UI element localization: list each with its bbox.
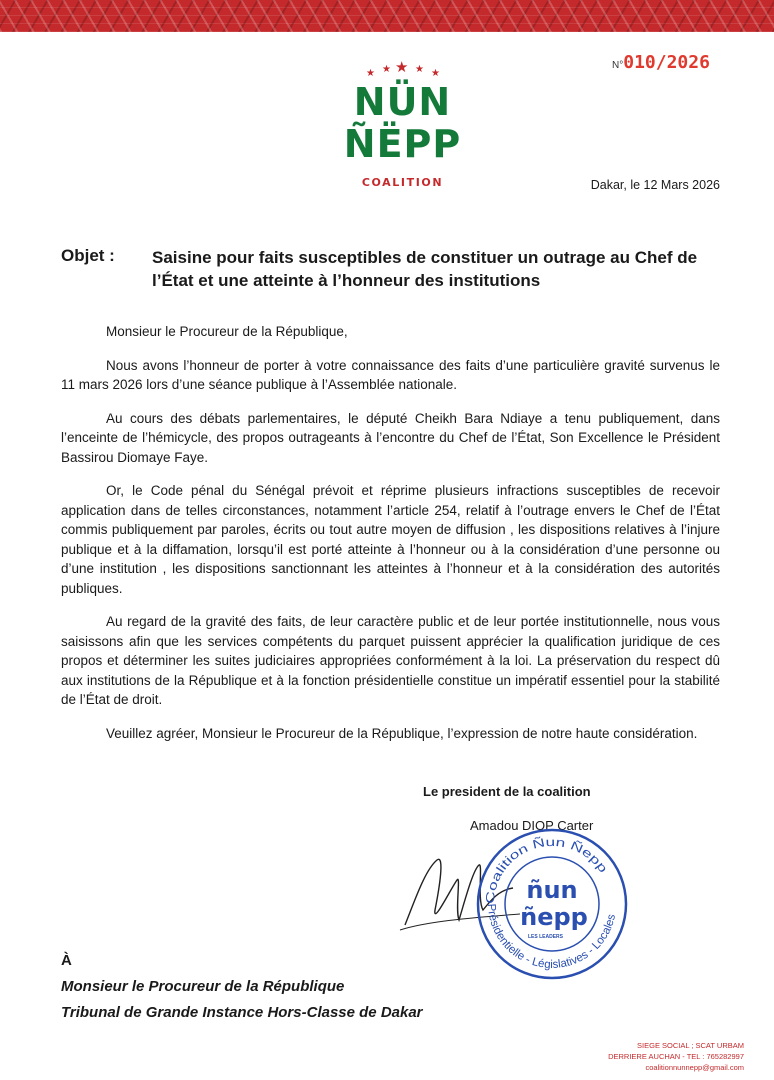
body-paragraph: Or, le Code pénal du Sénégal prévoit et réprime plusieurs infractions susceptibles de recevoir application dans de telles circonstances, notamment l’article 254, relatif à l’outrage envers le Chef de l’État commis publiquement par paroles, écrits ou tout autre moyen de diffusion , les dispositions relatives à l’injure publique et à la diffamation, lorsqu’il est porté atteinte à l’honneur ou à la considération d’une personne ou d’une institution , les dispositions sanctionnant les atteintes à l’honneur et à la considération des autorités publiques. <box>61 483 720 596</box>
body-paragraph: Nous avons l’honneur de porter à votre connaissance des faits d’une particulière gravité survenus le 11 mars 2026 lors d’une séance publique à l’Assemblée nationale. <box>61 357 720 392</box>
logo-word-nepp: ÑËPP <box>343 122 462 166</box>
star-icon: ★ <box>395 59 409 76</box>
recipient-title: Monsieur le Procureur de la République <box>61 978 345 995</box>
object-label: Objet : <box>61 246 115 265</box>
footer-line: SIEGE SOCIAL ; SCAT URBAM <box>637 1041 744 1050</box>
reference-number <box>612 52 742 82</box>
object-text: Saisine pour faits susceptibles de constituer un outrage au Chef de l’État et une atteinte à l’honneur des institutions <box>152 248 698 290</box>
closing-paragraph: Veuillez agréer, Monsieur le Procureur de la République, l’expression de notre haute considération. <box>106 725 698 741</box>
stamp-small-text: LES LEADERS <box>528 934 564 940</box>
coalition-stamp <box>474 826 630 982</box>
star-icon: ★ <box>382 64 391 75</box>
signatory-title: Le president de la coalition <box>423 784 591 799</box>
reference-prefix: N° <box>612 60 624 71</box>
body-paragraph: Au cours des débats parlementaires, le député Cheikh Bara Ndiaye a tenu publiquement, dans l’enceinte de l’hémicycle, des propos outrageants à l’encontre du Chef de l’État, Son Excellence le Président Bassirou Diomaye Faye. <box>61 410 720 465</box>
stamp-bottom-arc: Présidentielle - Législatives - Locales <box>484 903 619 972</box>
letter-date: Dakar, le 12 Mars 2026 <box>590 178 720 192</box>
star-icon: ★ <box>415 64 424 75</box>
signatory-name: Amadou DIOP Carter <box>470 818 594 833</box>
letter-body <box>61 322 720 757</box>
logo-word-nun: NÜN <box>353 80 452 124</box>
reference-value: 010/2026 <box>623 52 710 73</box>
header-pattern-band <box>0 0 774 32</box>
salutation: Monsieur le Procureur de la République, <box>106 324 348 339</box>
logo-stars <box>340 60 465 82</box>
stamp-word-nepp: ñepp <box>520 903 588 931</box>
coalition-logo <box>340 60 465 195</box>
footer-email: coalitionnunnepp@gmail.com <box>645 1063 744 1072</box>
recipient-prefix: À <box>61 952 72 969</box>
stamp-word-nun: ñun <box>526 876 578 904</box>
recipient-court: Tribunal de Grande Instance Hors-Classe de Dakar <box>61 1004 423 1021</box>
logo-word-coalition: COALITION <box>361 176 444 189</box>
footer-address <box>554 1040 744 1073</box>
footer-line: DERRIERE AUCHAN - TEL : 765282997 <box>608 1052 744 1061</box>
body-paragraph: Au regard de la gravité des faits, de leur caractère public et de leur portée institutionnelle, nous vous saisissons afin que les services compétents du parquet puissent apprécier la qualification juridique de ces propos et déterminer les suites judiciaires appropriées conformément à la loi. La préservation du respect dû aux institutions de la République et à la fonction présidentielle constitue un impératif essentiel pour la stabilité de l’État de droit. <box>61 614 720 707</box>
star-icon: ★ <box>366 68 375 79</box>
star-icon: ★ <box>431 68 440 79</box>
stamp-top-arc: Coalition Ñun Ñepp <box>482 834 609 905</box>
